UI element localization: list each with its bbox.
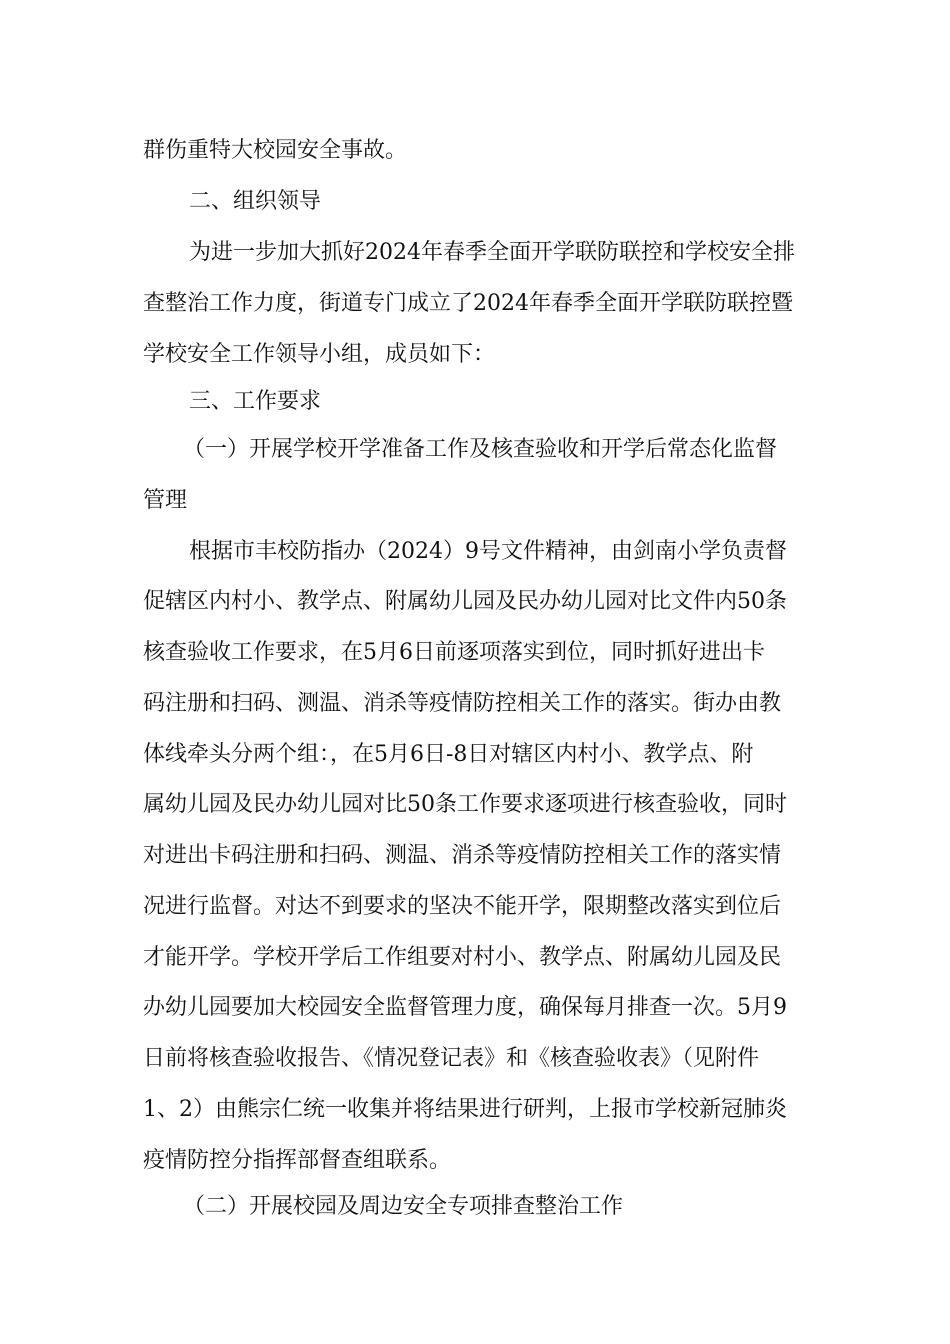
line-text: 体线牵头分两个组：，在5月6日-8日对辖区内村小、教学点、附 xyxy=(143,742,754,767)
text-line xyxy=(0,131,950,171)
line-text: 管理 xyxy=(143,488,188,513)
text-line xyxy=(0,836,950,876)
text-line xyxy=(0,938,950,978)
text-line xyxy=(0,582,950,622)
line-text: 疫情防控分指挥部督查组联系。 xyxy=(143,1148,452,1173)
text-line xyxy=(0,233,950,273)
line-text: 办幼儿园要加大校园安全监督管理力度，确保每月排查一次。5月9 xyxy=(143,995,787,1020)
line-text: 1、2）由熊宗仁统一收集并将结果进行研判，上报市学校新冠肺炎 xyxy=(143,1097,787,1122)
text-line xyxy=(0,1090,950,1130)
section-heading xyxy=(0,182,950,222)
text-line xyxy=(0,1141,950,1181)
text-line xyxy=(0,735,950,775)
text-line xyxy=(0,988,950,1028)
section-heading xyxy=(0,382,950,422)
line-text: （二）开展校园及周边安全专项排查整治工作 xyxy=(183,1194,624,1219)
text-line xyxy=(0,887,950,927)
line-text: （一）开展学校开学准备工作及核查验收和开学后常态化监督 xyxy=(183,437,778,462)
text-line xyxy=(0,481,950,521)
line-text: 对进出卡码注册和扫码、测温、消杀等疫情防控相关工作的落实情 xyxy=(143,843,782,868)
line-text: 核查验收工作要求，在5月6日前逐项落实到位，同时抓好进出卡 xyxy=(143,640,765,665)
line-text: 促辖区内村小、教学点、附属幼儿园及民办幼儿园对比文件内50条 xyxy=(143,589,787,614)
line-text: 才能开学。学校开学后工作组要对村小、教学点、附属幼儿园及民 xyxy=(143,945,782,970)
text-line xyxy=(0,532,950,572)
line-text: 根据市丰校防指办（2024）9号文件精神，由剑南小学负责督 xyxy=(189,539,787,564)
text-line xyxy=(0,633,950,673)
text-line xyxy=(0,785,950,825)
text-line xyxy=(0,284,950,324)
line-text: 群伤重特大校园安全事故。 xyxy=(143,138,408,163)
line-text: 三、工作要求 xyxy=(189,389,322,414)
text-line xyxy=(0,1039,950,1079)
subsection-heading xyxy=(0,430,950,470)
line-text: 二、组织领导 xyxy=(189,189,322,214)
line-text: 为进一步加大抓好2024年春季全面开学联防联控和学校安全排 xyxy=(189,240,795,265)
line-text: 属幼儿园及民办幼儿园对比50条工作要求逐项进行核查验收，同时 xyxy=(143,792,787,817)
text-line xyxy=(0,335,950,375)
line-text: 日前将核查验收报告、《情况登记表》和《核查验收表》（见附件 xyxy=(143,1046,760,1071)
line-text: 查整治工作力度，街道专门成立了2024年春季全面开学联防联控暨 xyxy=(143,291,793,316)
text-line xyxy=(0,684,950,724)
line-text: 况进行监督。对达不到要求的坚决不能开学，限期整改落实到位后 xyxy=(143,894,782,919)
line-text: 学校安全工作领导小组，成员如下： xyxy=(143,342,496,367)
subsection-heading xyxy=(0,1187,950,1227)
line-text: 码注册和扫码、测温、消杀等疫情防控相关工作的落实。街办由教 xyxy=(143,691,782,716)
